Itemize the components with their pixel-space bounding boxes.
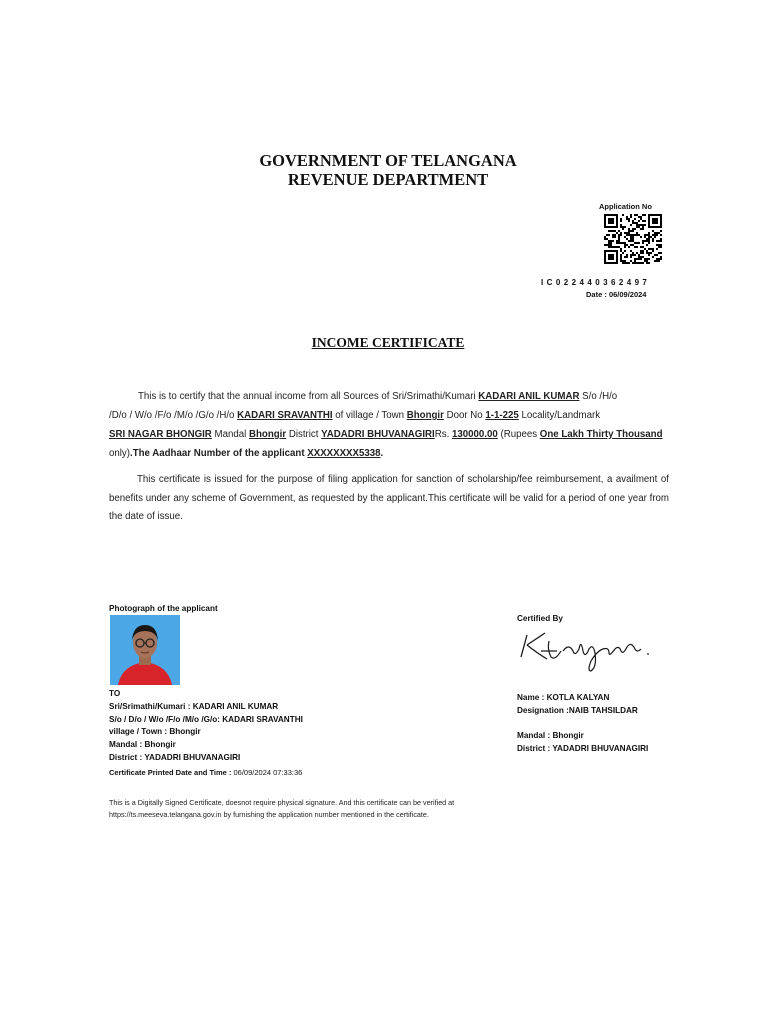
- purpose-paragraph: This certificate is issued for the purpose of filing application for sanction of scholarship/fee reimbursement, a availment of benefits under any scheme of Government, as requested by the applicant.This certificate will be valid for a period of one year from the date of issue.: [109, 474, 669, 522]
- relation-text: S/o /H/o: [582, 391, 618, 402]
- recipient-address: [109, 688, 303, 765]
- only-text: only): [109, 448, 130, 459]
- locality-value: SRI NAGAR BHONGIR: [109, 429, 212, 440]
- qr-code: [604, 214, 662, 264]
- village-value: Bhongir: [406, 410, 444, 421]
- recipient-mandal: Mandal : Bhongir: [109, 740, 176, 750]
- relative-name: KADARI SRAVANTHI: [237, 410, 333, 421]
- mandal-value: Bhongir: [249, 429, 287, 440]
- footer-line-2: https://ts.meeseva.telangana.gov.in by furnishing the application number mentioned in the certificate.: [109, 810, 429, 819]
- relation-text-2: /D/o / W/o /F/o /M/o /G/o /H/o: [109, 410, 235, 421]
- certifier-name: Name : KOTLA KALYAN: [517, 693, 610, 702]
- recipient-district: District : YADADRI BHUVANAGIRI: [109, 752, 241, 762]
- certificate-body-paragraph: This is to certify that the annual income from all Sources of Sri/Srimathi/Kumari KADARI ANIL KUMAR S/o /H/o /D/o / W/o /F/o /M/o /G/o /H/o KADARI SRAVANTHI of village / Town Bhongir Door No 1-1-225 Locality/Landmark SRI NAGAR BHONGIR Mandal Bhongir District YADADRI BHUVANAGIRIRs. 130000.00 (Rupees One Lakh Thirty Thousand only).The Aadhaar Number of the applicant XXXXXXXX5338.: [109, 391, 663, 459]
- application-no-label: Application No: [599, 202, 652, 211]
- recipient-relation: S/o / D/o / W/o /F/o /M/o /G/o: KADARI SRAVANTHI: [109, 714, 303, 724]
- printed-value: 06/09/2024 07:33:36: [233, 768, 303, 777]
- rs-text: Rs.: [434, 429, 450, 440]
- body-intro: This is to certify that the annual income from all Sources of Sri/Srimathi/Kumari: [138, 391, 476, 402]
- locality-text: Locality/Landmark: [521, 410, 601, 421]
- application-date: [586, 290, 646, 299]
- footer-line-1: This is a Digitally Signed Certificate, doesnot require physical signature. And this certificate can be verified at: [109, 798, 455, 807]
- rupees-text: (Rupees: [500, 429, 538, 440]
- amount-in-words: One Lakh Thirty Thousand: [539, 429, 663, 440]
- date-label: Date :: [586, 290, 607, 299]
- application-number: I C 0 2 2 4 4 0 3 6 2 4 9 7: [541, 278, 648, 287]
- signature: [517, 627, 657, 673]
- applicant-name: KADARI ANIL KUMAR: [478, 391, 580, 402]
- certifier-mandal: Mandal : Bhongir: [517, 731, 584, 740]
- district-text: District: [288, 429, 319, 440]
- district-value: YADADRI BHUVANAGIRI: [321, 429, 435, 440]
- certifier-district: District : YADADRI BHUVANAGIRI: [517, 744, 649, 753]
- government-title: GOVERNMENT OF TELANGANA: [259, 151, 517, 170]
- recipient-village: village / Town : Bhongir: [109, 727, 201, 737]
- digital-signature-note: [109, 797, 454, 821]
- mandal-text: Mandal: [214, 429, 247, 440]
- printed-datetime: [109, 768, 302, 777]
- certified-by-label: Certified By: [517, 614, 563, 623]
- door-number: 1-1-225: [485, 410, 519, 421]
- village-text: of village / Town: [335, 410, 405, 421]
- recipient-name: Sri/Srimathi/Kumari : KADARI ANIL KUMAR: [109, 701, 279, 711]
- door-text: Door No: [446, 410, 483, 421]
- date-value: 06/09/2024: [608, 290, 647, 299]
- certifier-designation: Designation :NAIB TAHSILDAR: [517, 706, 638, 715]
- applicant-photo: [110, 615, 180, 685]
- printed-label: Certificate Printed Date and Time :: [109, 768, 232, 777]
- department-title: REVENUE DEPARTMENT: [287, 170, 489, 189]
- certifier-details: [517, 691, 648, 755]
- aadhaar-text: .The Aadhaar Number of the applicant: [130, 448, 305, 459]
- income-amount: 130000.00: [451, 429, 498, 440]
- aadhaar-number: XXXXXXXX5338: [307, 448, 381, 459]
- to-label: TO: [109, 689, 121, 698]
- certificate-title: INCOME CERTIFICATE: [311, 335, 465, 350]
- photo-label: Photograph of the applicant: [109, 604, 218, 613]
